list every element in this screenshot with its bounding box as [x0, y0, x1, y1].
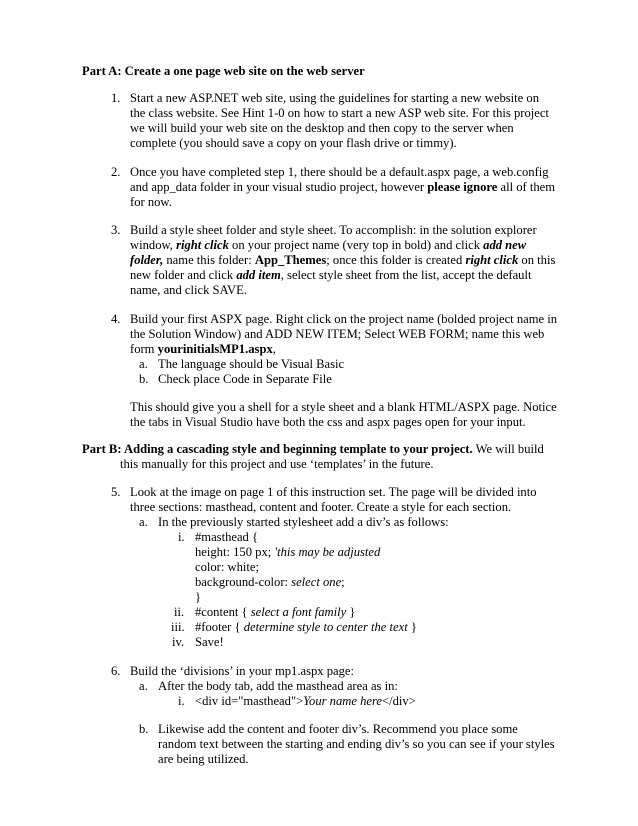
step-5-line-1: Look at the image on page 1 of this instruction set. The page will be divided into [130, 485, 537, 499]
right-click-emphasis: right click [465, 253, 519, 267]
part-b-text: We will build [472, 442, 544, 456]
step-5-number: 5. [111, 485, 121, 499]
step-2-line-2 [130, 180, 555, 195]
step-3-line-3 [130, 253, 555, 268]
step-3-line-5: name, and click SAVE. [130, 283, 247, 297]
masthead-div-example [195, 694, 416, 709]
part-b-title: Part B: Adding a cascading style and beginning template to your project. [82, 442, 473, 456]
step-5a-i-marker: i. [178, 530, 185, 544]
step-5-line-2: three sections: masthead, content and footer. Create a style for each section. [130, 500, 512, 514]
font-family-italic: select a font family [250, 605, 347, 619]
step-4-text: form [130, 342, 158, 356]
step-6a-text: After the body tab, add the masthead area as in: [158, 679, 398, 693]
step-1-line-2: the class website. See Hint 1-0 on how to start a new ASP web site. For this project [130, 106, 549, 120]
app-themes-bold: App_Themes [254, 253, 327, 267]
step-3-text: ; once this folder is created [326, 253, 466, 267]
step-4-number: 4. [111, 312, 121, 326]
step-4-line-3 [130, 342, 276, 357]
masthead-color: color: white; [195, 560, 260, 574]
part-b-line-2: this manually for this project and use ‘templates’ in the future. [120, 457, 434, 471]
footer-selector: #footer { [195, 620, 244, 634]
step-4a-text: The language should be Visual Basic [158, 357, 345, 371]
step-1-number: 1. [111, 91, 121, 105]
close-brace: } [346, 605, 356, 619]
part-b-heading [82, 442, 544, 457]
content-rule [195, 605, 355, 620]
step-6b-line-2: random text between the starting and ending div’s so you can see if your styles [158, 737, 555, 751]
filename-bold: yourinitialsMP1.aspx [157, 342, 273, 356]
masthead-background [195, 575, 345, 590]
step-5a-marker: a. [139, 515, 148, 529]
step-2-text: and app_data folder in your visual studio project, however [130, 180, 428, 194]
step-4-line-2: the Solution Window) and ADD NEW ITEM; Select WEB FORM; name this web [130, 327, 545, 341]
height-comment: 'this may be adjusted [274, 545, 381, 559]
save-text: Save! [195, 635, 224, 649]
step-4-text: , [272, 342, 276, 356]
folder-emphasis: folder, [130, 253, 164, 267]
part-a-title: : Create a one page web site on the web server [117, 64, 365, 78]
footer-rule [195, 620, 417, 635]
step-6-number: 6. [111, 664, 121, 678]
please-ignore-bold: please ignore [427, 180, 498, 194]
step-6b-marker: b. [139, 722, 149, 736]
add-item-emphasis: add item [236, 268, 281, 282]
step-5a-text: In the previously started stylesheet add a div’s as follows: [158, 515, 449, 529]
div-open-tag: <div id="masthead"> [195, 694, 304, 708]
step-3-number: 3. [111, 223, 121, 237]
step-5a-ii-marker: ii. [174, 605, 185, 619]
step-3-text: on your project name (very top in bold) and click [228, 238, 484, 252]
step-2-line-1: Once you have completed step 1, there should be a default.aspx page, a web.config [130, 165, 549, 179]
step-1-line-4: complete (you should save a copy on your flash drive or timmy). [130, 136, 457, 150]
step-2-text: all of them [497, 180, 556, 194]
masthead-selector: #masthead { [195, 530, 259, 544]
step-5a-iii-marker: iii. [171, 620, 185, 634]
select-one-italic: select one [291, 575, 342, 589]
step-1-line-3: we will build your web site on the desktop and then copy to the server when [130, 121, 514, 135]
step-2-number: 2. [111, 165, 121, 179]
step-6b-line-1: Likewise add the content and footer div’s. Recommend you place some [158, 722, 518, 736]
step-6a-marker: a. [139, 679, 148, 693]
step-3-text: window, [130, 238, 177, 252]
right-click-emphasis: right click [176, 238, 229, 252]
div-close-tag: </div> [382, 694, 416, 708]
content-selector: #content { [195, 605, 251, 619]
step-6a-i-marker: i. [178, 694, 185, 708]
height-rule: height: 150 px; [195, 545, 275, 559]
add-new-emphasis: add new [483, 238, 527, 252]
step-4b-marker: b. [139, 372, 149, 386]
step-4a-marker: a. [139, 357, 148, 371]
step-4-paragraph-line-2: the tabs in Visual Studio have both the css and aspx pages open for your input. [130, 415, 526, 429]
step-6b-line-3: are being utilized. [158, 752, 249, 766]
part-a-label: Part A [82, 64, 118, 78]
your-name-italic: Your name here [303, 694, 383, 708]
step-4-line-1: Build your first ASPX page. Right click on the project name (bolded project name in [130, 312, 558, 326]
center-text-italic: determine style to center the text [243, 620, 408, 634]
step-3-text: new folder and click [130, 268, 237, 282]
step-3-line-2 [130, 238, 526, 253]
masthead-height [195, 545, 380, 560]
masthead-close-brace: } [195, 590, 202, 604]
step-2-line-3: for now. [130, 195, 172, 209]
step-3-line-4 [130, 268, 531, 283]
step-6-line-1: Build the ‘divisions’ in your mp1.aspx page: [130, 664, 354, 678]
step-3-line-1: Build a style sheet folder and style sheet. To accomplish: in the solution explorer [130, 223, 537, 237]
step-4b-text: Check place Code in Separate File [158, 372, 332, 386]
part-a-heading [82, 64, 365, 79]
step-3-text: on this [518, 253, 556, 267]
step-3-text: name this folder: [163, 253, 255, 267]
step-4-paragraph-line-1: This should give you a shell for a style sheet and a blank HTML/ASPX page. Notice [130, 400, 557, 414]
step-3-text: , select style sheet from the list, accept the default [280, 268, 532, 282]
step-1-line-1: Start a new ASP.NET web site, using the guidelines for starting a new website on [130, 91, 540, 105]
step-5a-iv-marker: iv. [172, 635, 185, 649]
close-brace: } [407, 620, 417, 634]
background-rule: background-color: [195, 575, 292, 589]
semicolon: ; [341, 575, 345, 589]
